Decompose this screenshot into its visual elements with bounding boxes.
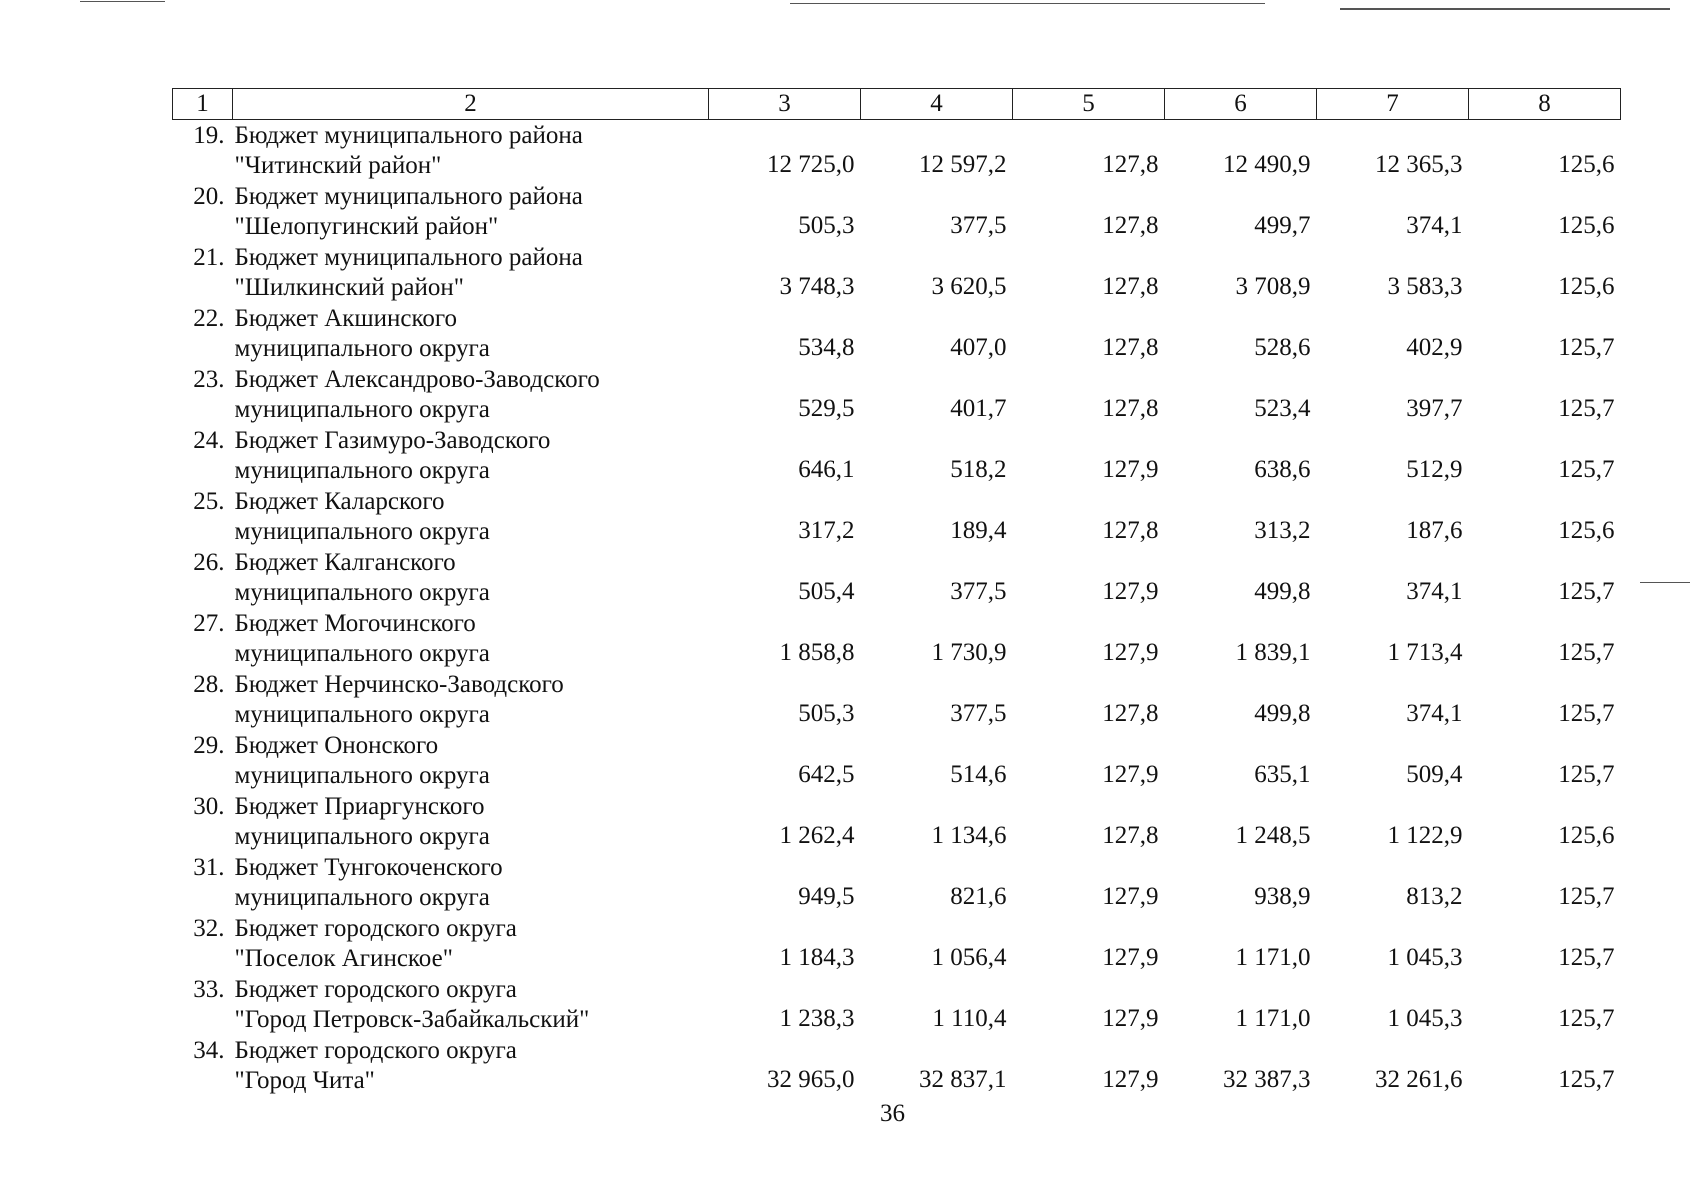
value-cell: 509,4 xyxy=(1406,761,1463,788)
budget-name-line: Бюджет Нерчинско-Заводского xyxy=(234,671,564,698)
row-number: 31. xyxy=(193,854,225,881)
row-number: 23. xyxy=(193,366,225,393)
value-cell: 938,9 xyxy=(1254,883,1311,910)
value-cell: 1 056,4 xyxy=(931,944,1007,971)
value-cell: 1 858,8 xyxy=(779,639,855,666)
value-cell: 1 839,1 xyxy=(1235,639,1311,666)
row-number: 25. xyxy=(193,488,225,515)
budget-name-line: муниципального округа xyxy=(234,640,490,667)
table-row xyxy=(173,791,1621,852)
budget-name-line: Бюджет муниципального района xyxy=(234,183,583,210)
value-cell: 313,2 xyxy=(1254,517,1311,544)
row-number: 26. xyxy=(193,549,225,576)
budget-name-line: Бюджет городского округа xyxy=(234,1037,517,1064)
value-cell: 377,5 xyxy=(950,700,1007,727)
scan-artifact-line xyxy=(80,1,165,2)
budget-name xyxy=(233,242,709,303)
table-row xyxy=(173,852,1621,913)
table-row xyxy=(173,242,1621,303)
scan-artifact-line xyxy=(1340,8,1670,10)
budget-name-line: "Читинский район" xyxy=(234,152,442,179)
value-cell: 377,5 xyxy=(950,212,1007,239)
value-cell: 125,7 xyxy=(1558,578,1615,605)
table-row xyxy=(173,486,1621,547)
value-cell: 125,6 xyxy=(1558,273,1615,300)
value-cell: 401,7 xyxy=(950,395,1007,422)
value-cell: 127,8 xyxy=(1102,517,1159,544)
value-cell: 125,7 xyxy=(1558,700,1615,727)
budget-name xyxy=(233,608,709,669)
budget-name-line: Бюджет Газимуро-Заводского xyxy=(234,427,551,454)
table-row xyxy=(173,1035,1621,1096)
table-body xyxy=(173,120,1621,1097)
value-cell: 642,5 xyxy=(798,761,855,788)
budget-name xyxy=(233,303,709,364)
column-number-row xyxy=(173,89,1621,120)
value-cell: 127,8 xyxy=(1102,212,1159,239)
row-number: 33. xyxy=(193,976,225,1003)
value-cell: 32 387,3 xyxy=(1223,1066,1311,1093)
table-row xyxy=(173,120,1621,182)
value-cell: 125,7 xyxy=(1558,334,1615,361)
row-number: 20. xyxy=(193,183,225,210)
budget-name xyxy=(233,547,709,608)
row-number: 24. xyxy=(193,427,225,454)
value-cell: 1 248,5 xyxy=(1235,822,1311,849)
value-cell: 397,7 xyxy=(1406,395,1463,422)
value-cell: 187,6 xyxy=(1406,517,1463,544)
budget-name-line: муниципального округа xyxy=(234,579,490,606)
value-cell: 1 171,0 xyxy=(1235,1005,1311,1032)
value-cell: 3 583,3 xyxy=(1387,273,1463,300)
value-cell: 127,9 xyxy=(1102,1066,1159,1093)
table-row xyxy=(173,608,1621,669)
budget-name xyxy=(233,669,709,730)
value-cell: 127,8 xyxy=(1102,700,1159,727)
table-row xyxy=(173,730,1621,791)
value-cell: 127,9 xyxy=(1102,1005,1159,1032)
budget-name xyxy=(233,852,709,913)
budget-name xyxy=(233,1035,709,1096)
value-cell: 127,9 xyxy=(1102,883,1159,910)
table-row xyxy=(173,303,1621,364)
value-cell: 505,3 xyxy=(798,700,855,727)
value-cell: 125,6 xyxy=(1558,151,1615,178)
budget-name-line: Бюджет Калганского xyxy=(234,549,456,576)
page-number: 36 xyxy=(880,1100,905,1127)
value-cell: 528,6 xyxy=(1254,334,1311,361)
budget-name-line: муниципального округа xyxy=(234,396,490,423)
value-cell: 12 365,3 xyxy=(1375,151,1463,178)
value-cell: 505,4 xyxy=(798,578,855,605)
value-cell: 646,1 xyxy=(798,456,855,483)
value-cell: 1 110,4 xyxy=(932,1005,1007,1032)
column-header: 1 xyxy=(173,89,233,120)
value-cell: 949,5 xyxy=(798,883,855,910)
value-cell: 1 238,3 xyxy=(779,1005,855,1032)
budget-name-line: "Город Чита" xyxy=(234,1067,375,1094)
budget-name xyxy=(233,425,709,486)
value-cell: 127,9 xyxy=(1102,578,1159,605)
budget-name-line: Бюджет муниципального района xyxy=(234,244,583,271)
budget-name-line: Бюджет муниципального района xyxy=(234,122,583,149)
row-number: 34. xyxy=(193,1037,225,1064)
column-header: 6 xyxy=(1165,89,1317,120)
value-cell: 189,4 xyxy=(950,517,1007,544)
scan-artifact-line xyxy=(1640,582,1690,583)
budget-name-line: муниципального округа xyxy=(234,884,490,911)
value-cell: 3 708,9 xyxy=(1235,273,1311,300)
column-header: 8 xyxy=(1469,89,1621,120)
table-row xyxy=(173,974,1621,1035)
value-cell: 127,9 xyxy=(1102,761,1159,788)
value-cell: 374,1 xyxy=(1406,212,1463,239)
budget-name-line: "Шелопугинский район" xyxy=(234,213,499,240)
value-cell: 518,2 xyxy=(950,456,1007,483)
value-cell: 635,1 xyxy=(1254,761,1311,788)
value-cell: 523,4 xyxy=(1254,395,1311,422)
value-cell: 407,0 xyxy=(950,334,1007,361)
value-cell: 125,7 xyxy=(1558,639,1615,666)
value-cell: 125,6 xyxy=(1558,822,1615,849)
value-cell: 3 620,5 xyxy=(931,273,1007,300)
value-cell: 32 837,1 xyxy=(919,1066,1007,1093)
budget-name-line: муниципального округа xyxy=(234,701,490,728)
value-cell: 127,9 xyxy=(1102,639,1159,666)
budget-name xyxy=(233,364,709,425)
budget-name-line: Бюджет Приаргунского xyxy=(234,793,485,820)
budget-name-line: Бюджет городского округа xyxy=(234,915,517,942)
column-header: 4 xyxy=(861,89,1013,120)
value-cell: 505,3 xyxy=(798,212,855,239)
table-row xyxy=(173,181,1621,242)
budget-name xyxy=(233,181,709,242)
value-cell: 377,5 xyxy=(950,578,1007,605)
value-cell: 1 045,3 xyxy=(1387,1005,1463,1032)
value-cell: 1 171,0 xyxy=(1235,944,1311,971)
value-cell: 125,7 xyxy=(1558,761,1615,788)
value-cell: 374,1 xyxy=(1406,700,1463,727)
budget-name-line: Бюджет Каларского xyxy=(234,488,445,515)
table-row xyxy=(173,425,1621,486)
budget-name-line: "Город Петровск-Забайкальский" xyxy=(234,1006,590,1033)
column-header: 3 xyxy=(709,89,861,120)
table-row xyxy=(173,364,1621,425)
row-number: 28. xyxy=(193,671,225,698)
value-cell: 1 262,4 xyxy=(779,822,855,849)
budget-name-line: муниципального округа xyxy=(234,457,490,484)
column-header: 5 xyxy=(1013,89,1165,120)
value-cell: 529,5 xyxy=(798,395,855,422)
budget-name xyxy=(233,791,709,852)
value-cell: 125,6 xyxy=(1558,517,1615,544)
value-cell: 125,7 xyxy=(1558,883,1615,910)
value-cell: 127,8 xyxy=(1102,151,1159,178)
budget-name xyxy=(233,974,709,1035)
budget-name-line: муниципального округа xyxy=(234,518,490,545)
budget-name-line: Бюджет Могочинского xyxy=(234,610,476,637)
table-row xyxy=(173,913,1621,974)
budget-name-line: "Шилкинский район" xyxy=(234,274,464,301)
budget-name-line: муниципального округа xyxy=(234,823,490,850)
value-cell: 534,8 xyxy=(798,334,855,361)
value-cell: 127,9 xyxy=(1102,456,1159,483)
budget-name-line: муниципального округа xyxy=(234,762,490,789)
table-row xyxy=(173,547,1621,608)
value-cell: 638,6 xyxy=(1254,456,1311,483)
column-header: 2 xyxy=(233,89,709,120)
value-cell: 1 713,4 xyxy=(1387,639,1463,666)
row-number: 30. xyxy=(193,793,225,820)
budget-name-line: "Поселок Агинское" xyxy=(234,945,453,972)
budget-name xyxy=(233,913,709,974)
scan-artifact-line xyxy=(790,3,1265,4)
value-cell: 127,8 xyxy=(1102,395,1159,422)
row-number: 21. xyxy=(193,244,225,271)
table-row xyxy=(173,669,1621,730)
budget-table xyxy=(172,88,1621,1096)
value-cell: 499,7 xyxy=(1254,212,1311,239)
value-cell: 125,7 xyxy=(1558,395,1615,422)
value-cell: 125,7 xyxy=(1558,1005,1615,1032)
value-cell: 512,9 xyxy=(1406,456,1463,483)
row-number: 32. xyxy=(193,915,225,942)
value-cell: 821,6 xyxy=(950,883,1007,910)
value-cell: 1 184,3 xyxy=(779,944,855,971)
budget-name-line: Бюджет Тунгокоченского xyxy=(234,854,503,881)
row-number: 22. xyxy=(193,305,225,332)
value-cell: 813,2 xyxy=(1406,883,1463,910)
value-cell: 125,7 xyxy=(1558,456,1615,483)
budget-name-line: Бюджет Акшинского xyxy=(234,305,458,332)
value-cell: 12 597,2 xyxy=(919,151,1007,178)
row-number: 29. xyxy=(193,732,225,759)
value-cell: 127,8 xyxy=(1102,822,1159,849)
value-cell: 12 490,9 xyxy=(1223,151,1311,178)
value-cell: 1 122,9 xyxy=(1387,822,1463,849)
budget-name-line: Бюджет Ононского xyxy=(234,732,439,759)
row-number: 27. xyxy=(193,610,225,637)
budget-name xyxy=(233,120,709,182)
value-cell: 125,7 xyxy=(1558,944,1615,971)
value-cell: 12 725,0 xyxy=(767,151,855,178)
value-cell: 499,8 xyxy=(1254,578,1311,605)
value-cell: 127,8 xyxy=(1102,273,1159,300)
budget-name-line: муниципального округа xyxy=(234,335,490,362)
value-cell: 32 261,6 xyxy=(1375,1066,1463,1093)
row-number: 19. xyxy=(193,122,225,149)
value-cell: 1 134,6 xyxy=(931,822,1007,849)
value-cell: 3 748,3 xyxy=(779,273,855,300)
column-header: 7 xyxy=(1317,89,1469,120)
value-cell: 514,6 xyxy=(950,761,1007,788)
value-cell: 1 045,3 xyxy=(1387,944,1463,971)
budget-name xyxy=(233,486,709,547)
budget-name xyxy=(233,730,709,791)
value-cell: 1 730,9 xyxy=(931,639,1007,666)
value-cell: 374,1 xyxy=(1406,578,1463,605)
value-cell: 499,8 xyxy=(1254,700,1311,727)
value-cell: 127,9 xyxy=(1102,944,1159,971)
value-cell: 127,8 xyxy=(1102,334,1159,361)
budget-name-line: Бюджет Александрово-Заводского xyxy=(234,366,600,393)
value-cell: 32 965,0 xyxy=(767,1066,855,1093)
value-cell: 317,2 xyxy=(798,517,855,544)
value-cell: 125,7 xyxy=(1558,1066,1615,1093)
value-cell: 402,9 xyxy=(1406,334,1463,361)
budget-name-line: Бюджет городского округа xyxy=(234,976,517,1003)
value-cell: 125,6 xyxy=(1558,212,1615,239)
